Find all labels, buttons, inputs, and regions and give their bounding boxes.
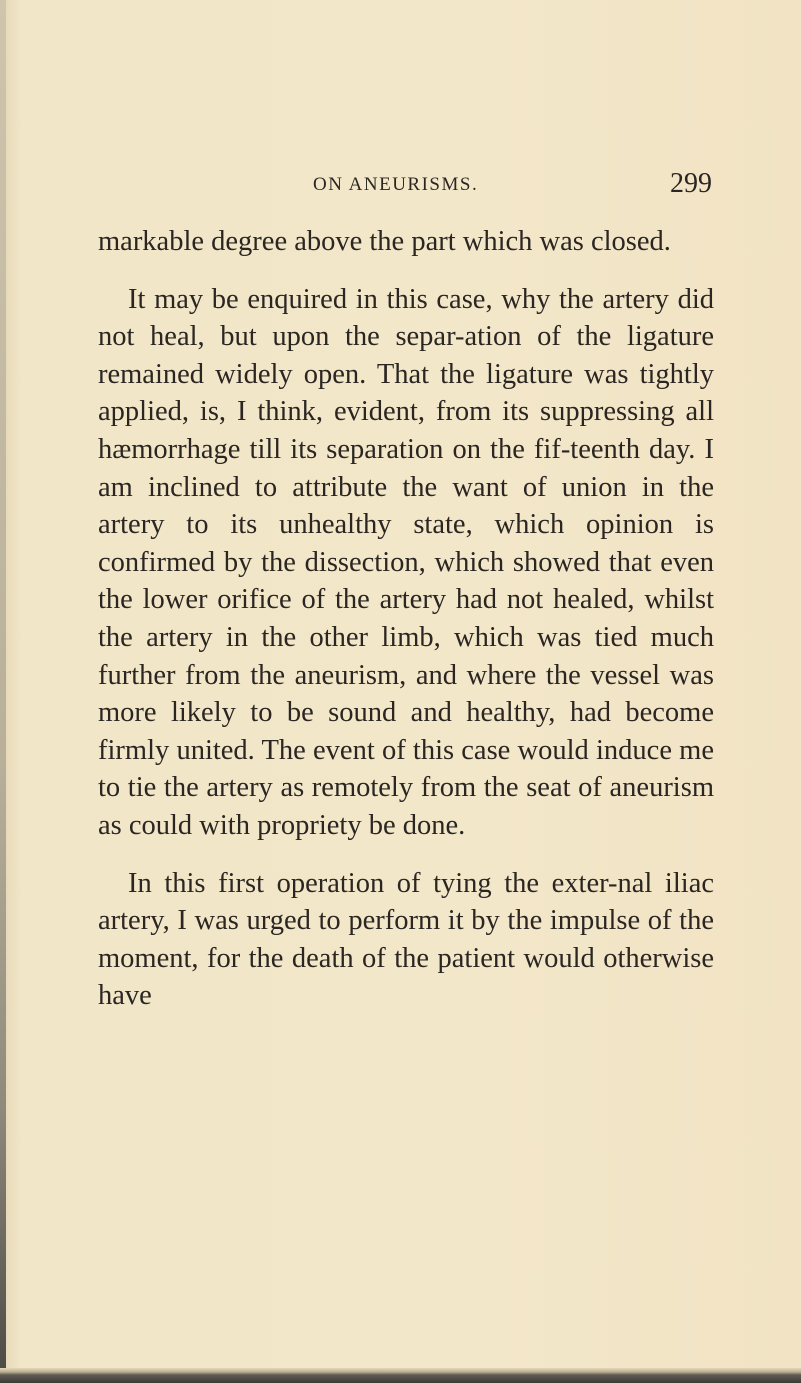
paragraph-continuation: markable degree above the part which was closed. bbox=[98, 226, 671, 257]
page-bottom-edge bbox=[0, 1368, 801, 1383]
running-title: ON ANEURISMS. bbox=[313, 174, 479, 195]
body-text bbox=[98, 223, 714, 1015]
paragraph: It may be enquired in this case, why the artery did not heal, but upon the separ-ation of the ligature remained widely open. That the ligature was tightly applied, is, I think, evident, from its suppressing all hæmorrhage till its separation on the fif-teenth day. I am inclined to attribute the want of union in the artery to its unhealthy state, which opinion is confirmed by the dissection, which showed that even the lower orifice of the artery had not healed, whilst the artery in the other limb, which was tied much further from the aneurism, and where the vessel was more likely to be sound and healthy, had become firmly united. The event of this case would induce me to tie the artery as remotely from the seat of aneurism as could with propriety be done. bbox=[98, 283, 714, 841]
paragraph: In this first operation of tying the exter-nal iliac artery, I was urged to perform it by the impulse of the moment, for the death of the patient would otherwise have bbox=[98, 867, 714, 1012]
page-header bbox=[100, 168, 712, 204]
page-gutter-shadow bbox=[0, 0, 6, 1383]
page-number: 299 bbox=[670, 168, 712, 199]
